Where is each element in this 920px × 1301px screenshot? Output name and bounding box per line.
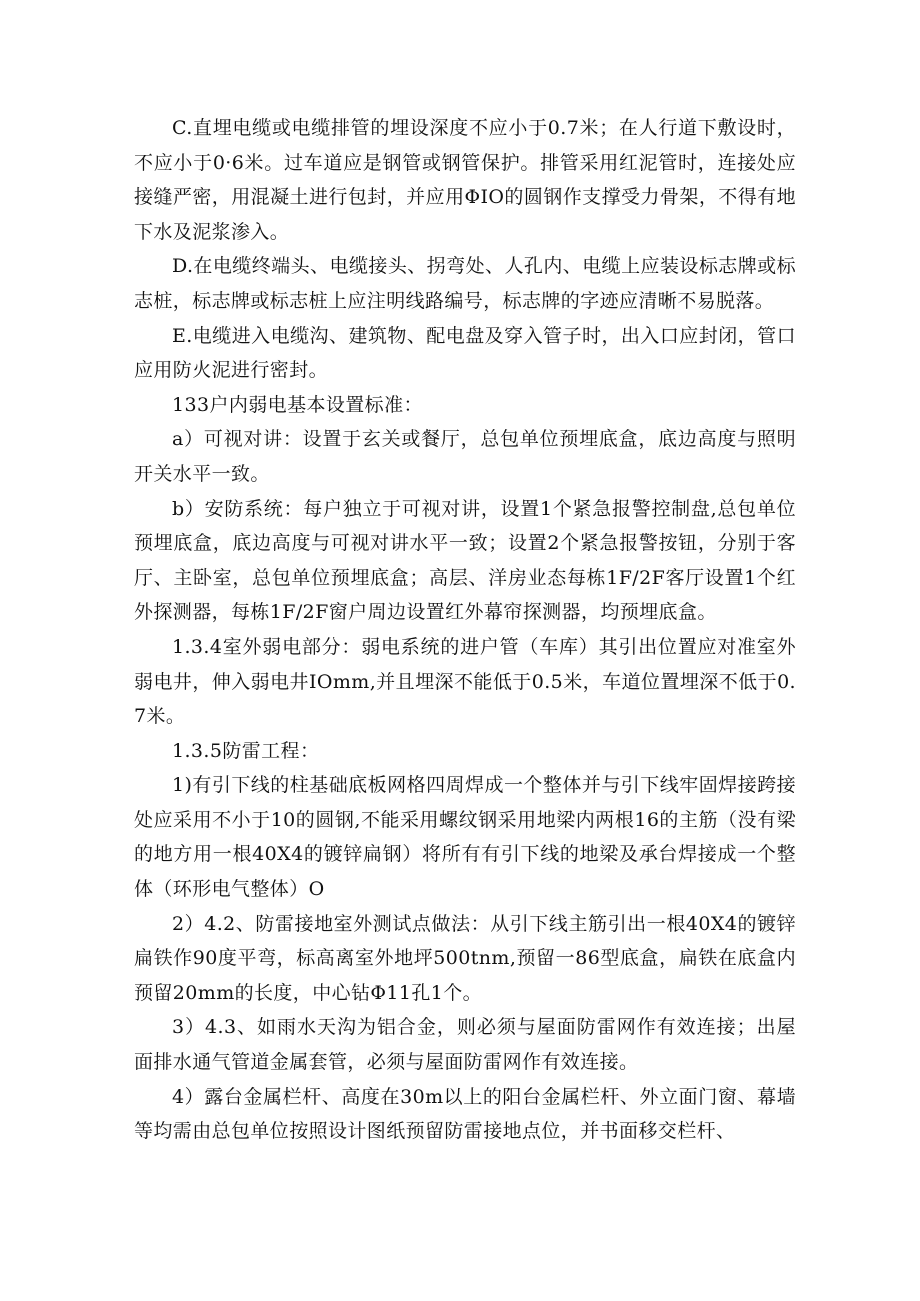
paragraph-outdoor-weak-current: 1.3.4室外弱电部分：弱电系统的进户管（车库）其引出位置应对准室外弱电井，伸入弱电井IOmm,并且埋深不能低于0.5米，车道位置埋深不低于0.7米。: [134, 635, 796, 728]
paragraph-e-cable-sealing: E.电缆进入电缆沟、建筑物、配电盘及穿入管子时，出入口应封闭，管口应用防火泥进行密封。: [134, 324, 796, 382]
paragraph-1-foundation-grounding: 1)有引下线的柱基础底板网格四周焊成一个整体并与引下线牢固焊接跨接处应采用不小于10的圆钢,不能采用螺纹钢采用地梁内两根16的主筋（没有梁的地方用一根40X4的镀锌扁钢）将所有有引下线的地梁及承台焊接成一个整体（环形电气整体）O: [134, 774, 796, 901]
section-heading-indoor-weak-current: 133户内弱电基本设置标准：: [172, 393, 423, 416]
paragraph-b-security-system: b）安防系统：每户独立于可视对讲，设置1个紧急报警控制盘,总包单位预埋底盒，底边高度与可视对讲水平一致；设置2个紧急报警按钮，分别于客厅、主卧室，总包单位预埋底盒；高层、洋房业态每栋1F/2F客厅设置1个红外探测器，每栋1F/2F窗户周边设置红外幕帘探测器，均预埋底盒。: [134, 497, 796, 624]
document-body: [134, 111, 796, 1149]
paragraph-3-gutter-connection: 3）4.3、如雨水天沟为铝合金，则必须与屋面防雷网作有效连接；出屋面排水通气管道金属套管，必须与屋面防雷网作有效连接。: [134, 1016, 796, 1074]
paragraph-a-video-intercom: a）可视对讲：设置于玄关或餐厅，总包单位预埋底盒，底边高度与照明开关水平一致。: [134, 428, 796, 485]
paragraph-2-test-point: 2）4.2、防雷接地室外测试点做法：从引下线主筋引出一根40X4的镀锌扁铁作90度平弯，标高离室外地坪500tnm,预留一86型底盒，扁铁在底盒内预留20mm的长度，中心钻Φ11孔1个。: [134, 912, 796, 1004]
paragraph-4-railing-grounding: 4）露台金属栏杆、高度在30m以上的阳台金属栏杆、外立面门窗、幕墙等均需由总包单位按照设计图纸预留防雷接地点位，并书面移交栏杆、: [134, 1085, 796, 1143]
paragraph-d-cable-markers: D.在电缆终端头、电缆接头、拐弯处、人孔内、电缆上应装设标志牌或标志桩，标志牌或标志桩上应注明线路编号，标志牌的字迹应清晰不易脱落。: [134, 255, 796, 312]
paragraph-c-cable-burial-depth: C.直埋电缆或电缆排管的埋设深度不应小于0.7米；在人行道下敷设时，不应小于0·6米。过车道应是钢管或钢管保护。排管采用红泥管时，连接处应接缝严密，用混凝土进行包封，并应用ΦIO的圆钢作支撑受力骨架，不得有地下水及泥浆渗入。: [134, 117, 796, 243]
section-heading-lightning-protection: 1.3.5防雷工程：: [172, 739, 320, 762]
